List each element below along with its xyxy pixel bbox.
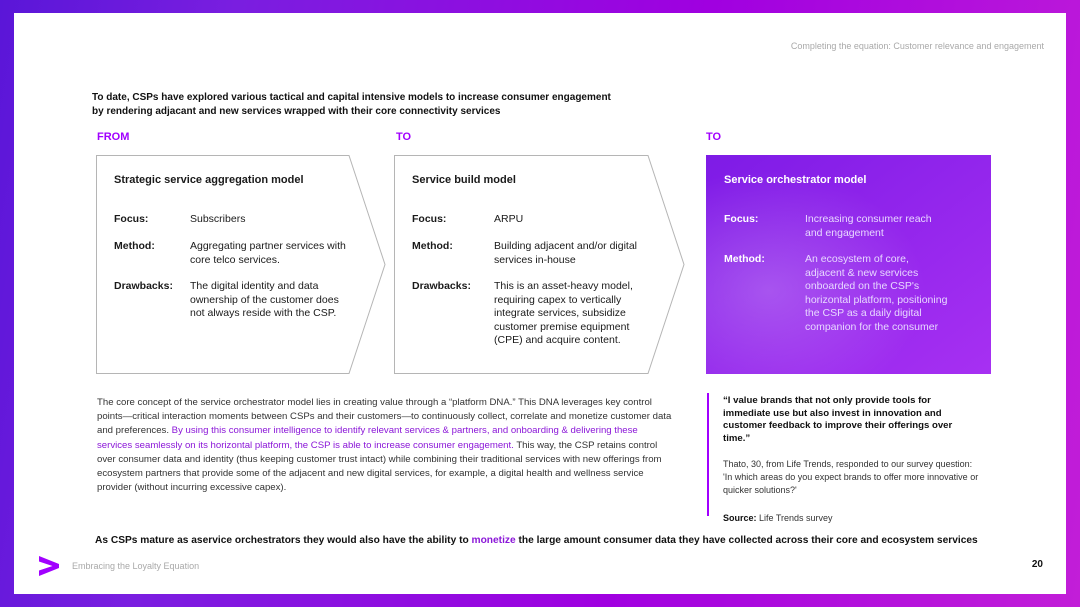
method-value: Building adjacent and/or digital services in-house — [494, 240, 638, 266]
focus-label: Focus: — [724, 213, 759, 225]
conclusion-text — [95, 535, 1055, 546]
focus-value: Subscribers — [190, 213, 246, 225]
focus-value: Increasing consumer reach and engagement — [805, 213, 932, 239]
body-text-part1: The core concept of the service orchestrator model lies in creating value through a “platform DNA.” This DNA leverages key control points—critical interaction moments between CSPs and their customers—to continuously collect, correlate and monetize customer data and preferences. — [97, 397, 672, 437]
body-text-highlight: By using this consumer intelligence to identify relevant services & partners, and onboarding & delivering these services seamlessly on its horizontal platform, the CSP is able to increase consumer engagement. — [97, 425, 638, 451]
quote-box — [707, 393, 979, 524]
focus-label: Focus: — [114, 213, 149, 225]
to-label-1: TO — [396, 131, 412, 143]
conclusion-after: the large amount consumer data they have collected across their core and ecosystem services — [515, 535, 978, 546]
source-line — [723, 513, 979, 523]
from-label: FROM — [97, 131, 130, 143]
page-number: 20 — [1031, 559, 1043, 570]
focus-row — [114, 213, 350, 227]
to-label-2: TO — [706, 131, 722, 143]
footer-text: Embracing the Loyalty Equation — [72, 561, 200, 571]
method-label: Method: — [114, 240, 155, 252]
body-paragraph — [97, 396, 672, 495]
accenture-logo-icon — [39, 556, 61, 576]
method-row — [724, 253, 950, 334]
source-value: Life Trends survey — [756, 513, 833, 524]
header-title: Completing the equation: Customer relevance and engagement — [790, 41, 1044, 51]
drawbacks-value: The digital identity and data ownership of the customer does not always reside with the CSP. — [190, 280, 339, 319]
slide — [14, 13, 1066, 594]
quote-note: Thato, 30, from Life Trends, responded to our survey question: 'In which areas do you expect brands to offer more innovative or quicker solutions?' — [723, 459, 979, 495]
card-title: Strategic service aggregation model — [114, 174, 304, 186]
card-aggregation-model — [96, 155, 386, 374]
focus-value: ARPU — [494, 213, 524, 225]
drawbacks-row — [412, 280, 652, 348]
drawbacks-value: This is an asset-heavy model, requiring capex to vertically integrate services, subsidize customer premise equipment (CPE) and acquire content. — [494, 280, 633, 346]
quote-text: “I value brands that not only provide tools for immediate use but also invest in innovation and customer feedback to improve their offerings over time.” — [723, 395, 953, 444]
card-title: Service orchestrator model — [724, 174, 867, 186]
card-title: Service build model — [412, 174, 516, 186]
conclusion-highlight: monetize — [471, 535, 516, 546]
focus-label: Focus: — [412, 213, 447, 225]
method-label: Method: — [724, 253, 765, 265]
method-label: Method: — [412, 240, 453, 252]
drawbacks-label: Drawbacks: — [412, 280, 471, 292]
drawbacks-label: Drawbacks: — [114, 280, 173, 292]
focus-row — [724, 213, 950, 240]
drawbacks-row — [114, 280, 350, 321]
intro-text: To date, CSPs have explored various tactical and capital intensive models to increase consumer engagement by rendering adjacant and new services wrapped with their core connectivity services — [92, 92, 611, 117]
method-value: An ecosystem of core, adjacent & new services onboarded on the CSP's horizontal platform, positioning the CSP as a daily digital companion for the consumer — [805, 253, 948, 333]
conclusion-before: As CSPs mature as aservice orchestrators they would also have the ability to — [95, 535, 472, 546]
source-label: Source: — [723, 513, 757, 524]
method-value: Aggregating partner services with core telco services. — [190, 240, 346, 266]
focus-row — [412, 213, 654, 227]
body-text-part2: This way, the CSP retains control over consumer data and identity (thus keeping customer trust intact) while combining their traditional services with new offerings from ecosystem partners that provide some of the adjacent and new digital services, for example, a digital health and wellness service provider (without incurring excessive capex). — [97, 439, 662, 494]
method-row — [412, 240, 654, 267]
card-orchestrator-model — [706, 155, 991, 374]
method-row — [114, 240, 350, 267]
card-service-build-model — [394, 155, 684, 374]
